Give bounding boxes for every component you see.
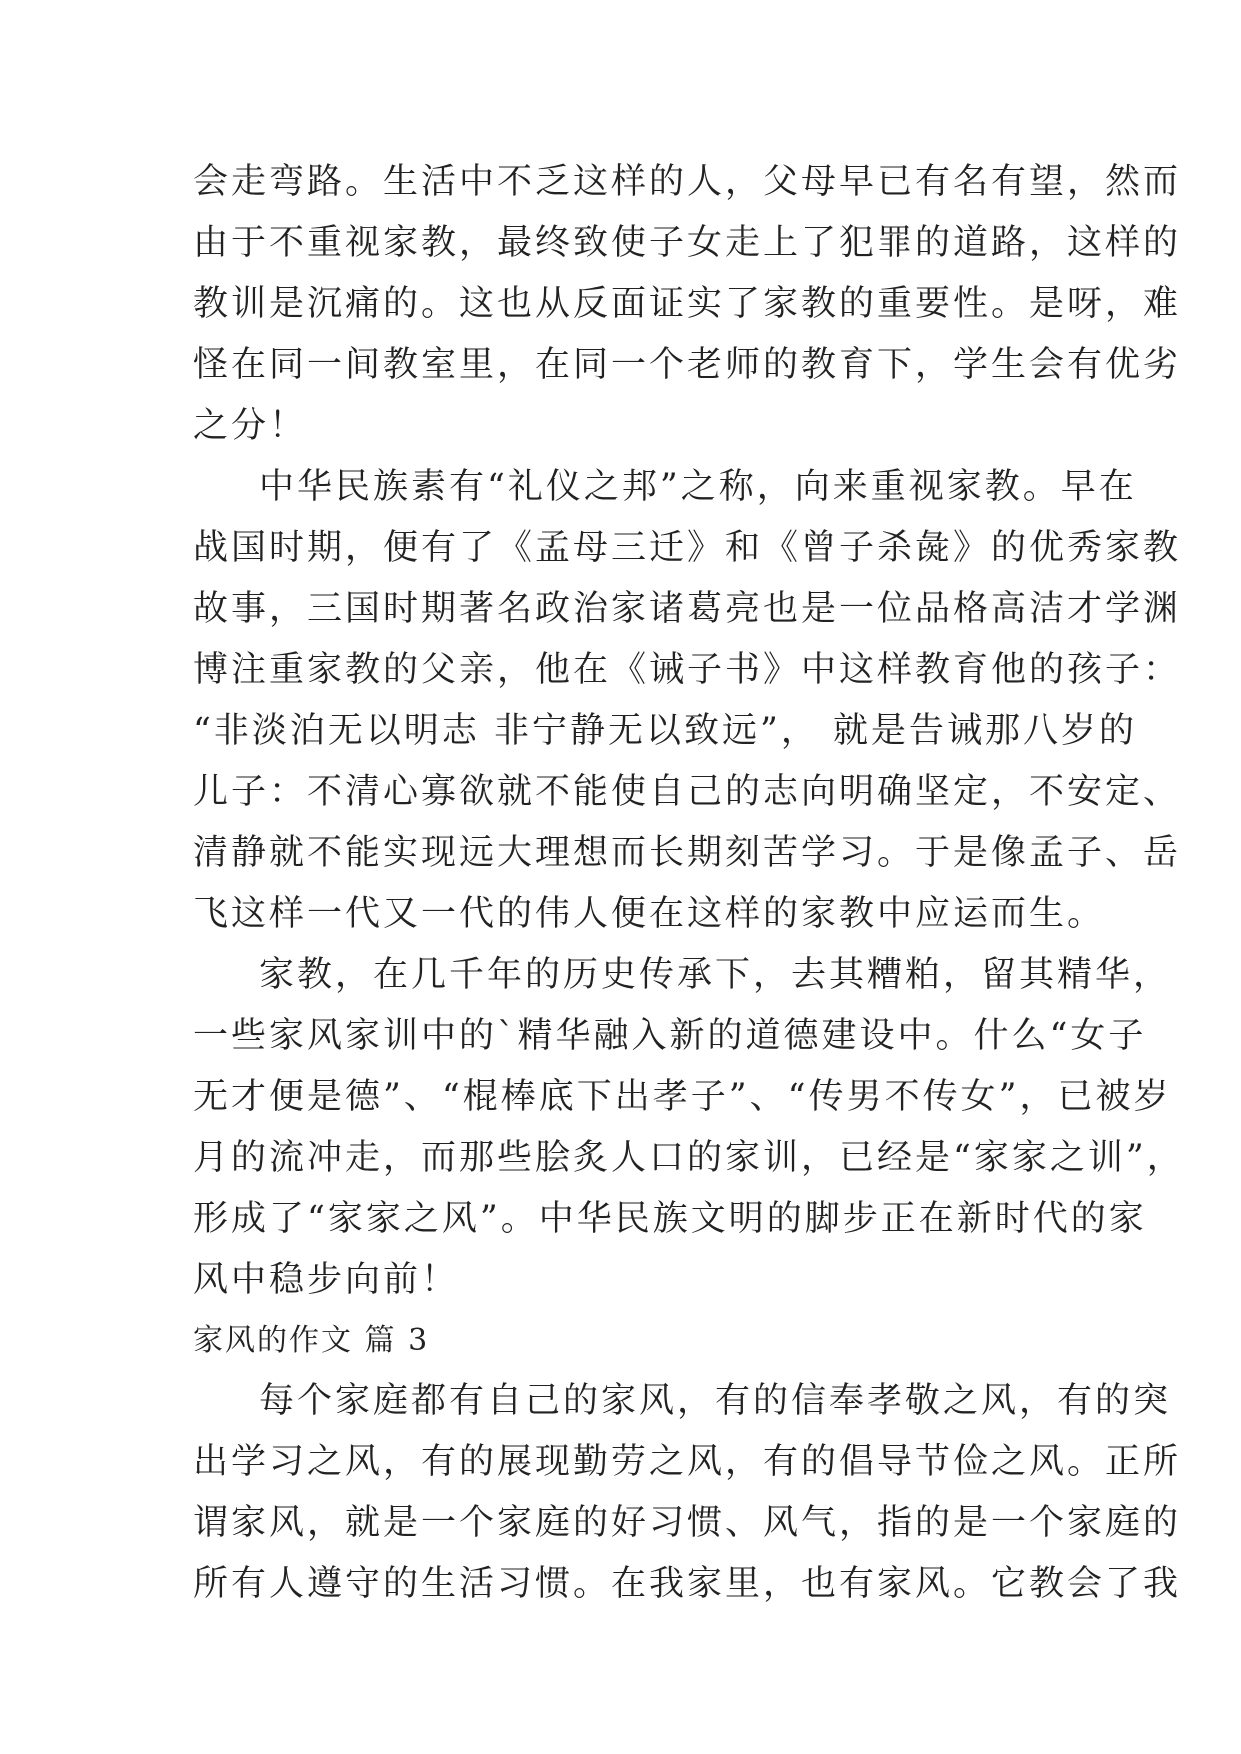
- text-line: 风中稳步向前！: [193, 1260, 460, 1300]
- text-line: 教训是沉痛的。这也从反面证实了家教的重要性。是呀，难: [193, 284, 1182, 324]
- text-line: 博注重家教的父亲，他在《诫子书》中这样教育他的孩子：: [193, 650, 1182, 690]
- text-line: 之分！: [193, 406, 308, 446]
- text-line: 一些家风家训中的`精华融入新的道德建设中。什么“女子: [193, 1016, 1147, 1056]
- text-line: 会走弯路。生活中不乏这样的人，父母早已有名有望，然而: [193, 162, 1182, 202]
- text-line: 谓家风，就是一个家庭的好习惯、风气，指的是一个家庭的: [193, 1503, 1182, 1543]
- text-line: 故事，三国时期著名政治家诸葛亮也是一位品格高洁才学渊: [193, 589, 1182, 629]
- paragraph-4: [193, 1371, 1182, 1615]
- text-line: 战国时期，便有了《孟母三迁》和《曾子杀彘》的优秀家教: [193, 528, 1182, 568]
- document-page: [193, 152, 1185, 1615]
- text-line: “非淡泊无以明志 非宁静无以致远”， 就是告诫那八岁的: [193, 711, 1138, 751]
- text-line: 由于不重视家教，最终致使子女走上了犯罪的道路，这样的: [193, 223, 1182, 263]
- text-line: 飞这样一代又一代的伟人便在这样的家教中应运而生。: [193, 894, 1106, 934]
- section-heading: 家风的作文 篇 3: [193, 1323, 430, 1358]
- text-line: 儿子：不清心寡欲就不能使自己的志向明确坚定，不安定、: [193, 772, 1182, 812]
- paragraph-3: [193, 945, 1185, 1311]
- text-line: 每个家庭都有自己的家风，有的信奉孝敬之风，有的突: [259, 1381, 1172, 1421]
- text-line: 家教，在几千年的历史传承下，去其糟粕，留其精华，: [259, 955, 1172, 995]
- text-line: 怪在同一间教室里，在同一个老师的教育下，学生会有优劣: [193, 345, 1182, 385]
- text-line: 出学习之风，有的展现勤劳之风，有的倡导节俭之风。正所: [193, 1442, 1182, 1482]
- text-line: 所有人遵守的生活习惯。在我家里，也有家风。它教会了我: [193, 1564, 1182, 1604]
- text-line: 形成了“家家之风”。中华民族文明的脚步正在新时代的家: [193, 1199, 1147, 1239]
- text-line: 月的流冲走，而那些脍炙人口的家训，已经是“家家之训”，: [193, 1138, 1185, 1178]
- text-line: 无才便是德”、“棍棒底下出孝子”、“传男不传女”，已被岁: [193, 1077, 1172, 1117]
- text-line: 中华民族素有“礼仪之邦”之称，向来重视家教。早在: [259, 467, 1137, 507]
- text-line: 清静就不能实现远大理想而长期刻苦学习。于是像孟子、岳: [193, 833, 1182, 873]
- paragraph-2: [193, 457, 1182, 945]
- paragraph-1: [193, 152, 1182, 457]
